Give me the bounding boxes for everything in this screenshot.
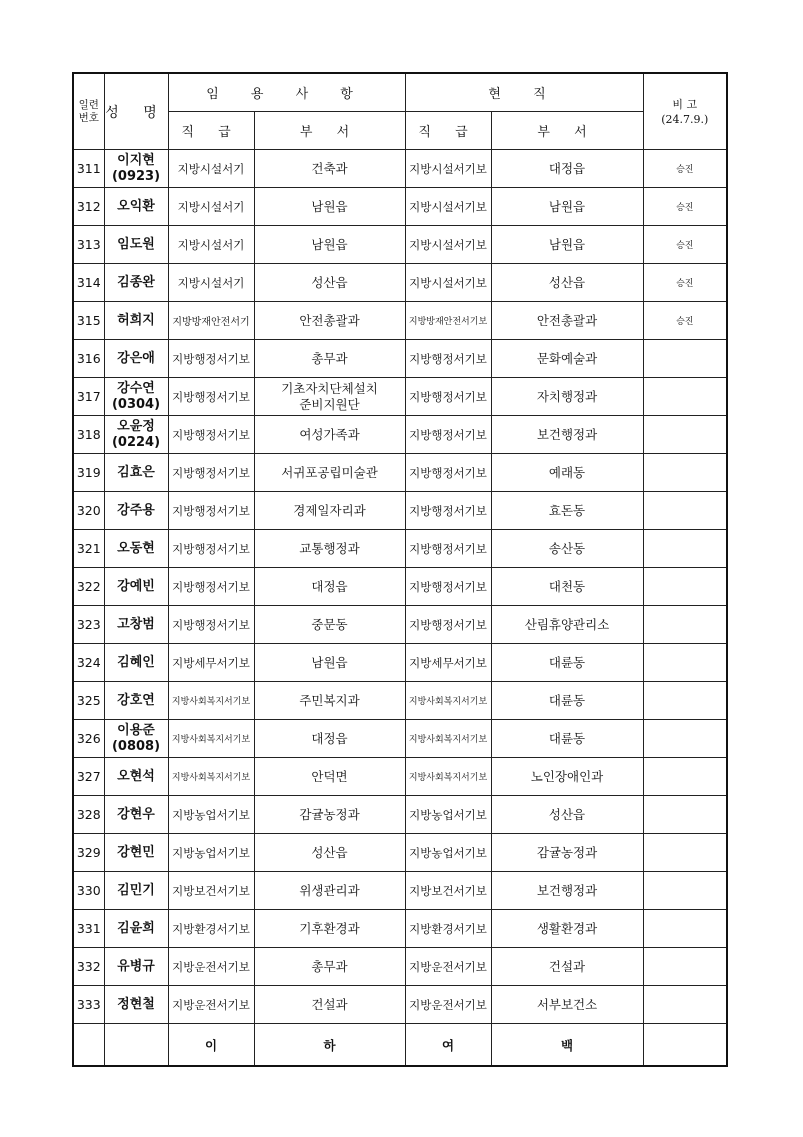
new-dept-cell: 위생관리과	[254, 872, 405, 910]
current-rank-cell: 지방시설서기보	[405, 150, 491, 188]
new-rank-cell: 지방운전서기보	[168, 948, 254, 986]
serial-cell: 318	[73, 416, 104, 454]
serial-cell: 324	[73, 644, 104, 682]
header-row-top	[73, 73, 727, 112]
serial-cell: 311	[73, 150, 104, 188]
table-row	[73, 302, 727, 340]
current-rank-cell: 지방행정서기보	[405, 606, 491, 644]
new-rank-cell: 지방시설서기	[168, 150, 254, 188]
current-rank-cell: 지방환경서기보	[405, 910, 491, 948]
new-dept-cell: 감귤농정과	[254, 796, 405, 834]
note-cell	[643, 530, 727, 568]
new-rank-cell: 지방사회복지서기보	[168, 682, 254, 720]
table-row	[73, 378, 727, 416]
note-cell	[643, 454, 727, 492]
note-cell	[643, 910, 727, 948]
new-rank-cell: 지방행정서기보	[168, 492, 254, 530]
new-dept-cell: 남원읍	[254, 188, 405, 226]
note-cell: 승진	[643, 150, 727, 188]
new-rank-cell: 지방보건서기보	[168, 872, 254, 910]
current-rank-cell: 지방행정서기보	[405, 454, 491, 492]
serial-cell: 331	[73, 910, 104, 948]
current-rank-cell: 지방농업서기보	[405, 796, 491, 834]
current-rank-cell: 지방방재안전서기보	[405, 302, 491, 340]
footer-char-1: 이	[168, 1024, 254, 1067]
table-row	[73, 416, 727, 454]
name-cell: 강수연 (0304)	[104, 378, 168, 416]
new-dept-cell: 남원읍	[254, 644, 405, 682]
name-cell: 김민기	[104, 872, 168, 910]
serial-cell: 325	[73, 682, 104, 720]
table-row	[73, 758, 727, 796]
appointment-table	[72, 72, 728, 1067]
note-cell	[643, 416, 727, 454]
name-cell: 오현석	[104, 758, 168, 796]
note-cell	[643, 948, 727, 986]
note-cell	[643, 378, 727, 416]
serial-cell: 327	[73, 758, 104, 796]
name-cell: 임도원	[104, 226, 168, 264]
current-rank-cell: 지방행정서기보	[405, 340, 491, 378]
name-cell: 오윤정 (0224)	[104, 416, 168, 454]
current-rank-cell: 지방보건서기보	[405, 872, 491, 910]
name-cell: 강현민	[104, 834, 168, 872]
current-rank-cell: 지방사회복지서기보	[405, 720, 491, 758]
serial-cell: 316	[73, 340, 104, 378]
footer-blank-name	[104, 1024, 168, 1067]
current-rank-cell: 지방시설서기보	[405, 226, 491, 264]
name-cell: 김효은	[104, 454, 168, 492]
current-dept-cell: 대륜동	[491, 644, 643, 682]
table-row	[73, 340, 727, 378]
current-dept-cell: 대천동	[491, 568, 643, 606]
serial-cell: 320	[73, 492, 104, 530]
new-dept-cell: 안덕면	[254, 758, 405, 796]
current-dept-cell: 대정읍	[491, 150, 643, 188]
current-dept-cell: 노인장애인과	[491, 758, 643, 796]
current-rank-cell: 지방운전서기보	[405, 948, 491, 986]
serial-cell: 332	[73, 948, 104, 986]
new-dept-cell: 안전총괄과	[254, 302, 405, 340]
table-row	[73, 454, 727, 492]
table-row	[73, 986, 727, 1024]
new-rank-cell: 지방행정서기보	[168, 378, 254, 416]
note-cell	[643, 872, 727, 910]
note-cell	[643, 720, 727, 758]
current-rank-cell: 지방사회복지서기보	[405, 682, 491, 720]
new-dept-cell: 교통행정과	[254, 530, 405, 568]
new-dept-cell: 경제일자리과	[254, 492, 405, 530]
new-rank-cell: 지방행정서기보	[168, 454, 254, 492]
new-dept-cell: 건축과	[254, 150, 405, 188]
new-rank-cell: 지방시설서기	[168, 188, 254, 226]
current-rank-cell: 지방행정서기보	[405, 568, 491, 606]
table-row	[73, 834, 727, 872]
name-cell: 강은애	[104, 340, 168, 378]
name-cell: 고창범	[104, 606, 168, 644]
current-rank-cell: 지방행정서기보	[405, 378, 491, 416]
serial-cell: 313	[73, 226, 104, 264]
footer-row	[73, 1024, 727, 1067]
serial-cell: 330	[73, 872, 104, 910]
header-current: 현 직	[405, 73, 643, 112]
name-cell: 강현우	[104, 796, 168, 834]
current-dept-cell: 성산읍	[491, 264, 643, 302]
current-dept-cell: 생활환경과	[491, 910, 643, 948]
note-cell	[643, 796, 727, 834]
serial-cell: 333	[73, 986, 104, 1024]
note-cell: 승진	[643, 226, 727, 264]
new-dept-cell: 총무과	[254, 340, 405, 378]
new-dept-cell: 주민복지과	[254, 682, 405, 720]
new-rank-cell: 지방세무서기보	[168, 644, 254, 682]
header-new-dept: 부 서	[254, 112, 405, 150]
name-cell: 강주용	[104, 492, 168, 530]
new-dept-cell: 성산읍	[254, 834, 405, 872]
serial-cell: 319	[73, 454, 104, 492]
note-cell	[643, 644, 727, 682]
header-new-rank: 직 급	[168, 112, 254, 150]
current-rank-cell: 지방행정서기보	[405, 492, 491, 530]
serial-cell: 328	[73, 796, 104, 834]
current-rank-cell: 지방시설서기보	[405, 264, 491, 302]
current-dept-cell: 보건행정과	[491, 872, 643, 910]
new-dept-cell: 서귀포공립미술관	[254, 454, 405, 492]
new-rank-cell: 지방시설서기	[168, 226, 254, 264]
header-appointment: 임 용 사 항	[168, 73, 405, 112]
new-rank-cell: 지방방재안전서기	[168, 302, 254, 340]
table-row	[73, 682, 727, 720]
footer-char-3: 여	[405, 1024, 491, 1067]
table-row	[73, 188, 727, 226]
new-rank-cell: 지방행정서기보	[168, 340, 254, 378]
new-dept-cell: 건설과	[254, 986, 405, 1024]
table-row	[73, 150, 727, 188]
new-dept-cell: 여성가족과	[254, 416, 405, 454]
table-row	[73, 568, 727, 606]
name-cell: 오동현	[104, 530, 168, 568]
current-rank-cell: 지방행정서기보	[405, 530, 491, 568]
new-dept-cell: 대정읍	[254, 568, 405, 606]
name-cell: 이지현 (0923)	[104, 150, 168, 188]
table-row	[73, 606, 727, 644]
current-dept-cell: 감귤농정과	[491, 834, 643, 872]
footer-char-2: 하	[254, 1024, 405, 1067]
note-cell	[643, 758, 727, 796]
note-cell: 승진	[643, 188, 727, 226]
current-rank-cell: 지방세무서기보	[405, 644, 491, 682]
new-dept-cell: 중문동	[254, 606, 405, 644]
footer-blank-serial	[73, 1024, 104, 1067]
name-cell: 김윤희	[104, 910, 168, 948]
name-cell: 김혜인	[104, 644, 168, 682]
serial-cell: 321	[73, 530, 104, 568]
name-cell: 오익환	[104, 188, 168, 226]
footer-blank-note	[643, 1024, 727, 1067]
table-row	[73, 910, 727, 948]
note-cell	[643, 568, 727, 606]
new-dept-cell: 기초자치단체설치 준비지원단	[254, 378, 405, 416]
header-cur-dept: 부 서	[491, 112, 643, 150]
current-rank-cell: 지방운전서기보	[405, 986, 491, 1024]
name-cell: 유병규	[104, 948, 168, 986]
table-row	[73, 796, 727, 834]
note-cell	[643, 606, 727, 644]
new-rank-cell: 지방사회복지서기보	[168, 720, 254, 758]
current-dept-cell: 성산읍	[491, 796, 643, 834]
serial-cell: 314	[73, 264, 104, 302]
current-dept-cell: 자치행정과	[491, 378, 643, 416]
current-dept-cell: 보건행정과	[491, 416, 643, 454]
serial-cell: 312	[73, 188, 104, 226]
current-dept-cell: 안전총괄과	[491, 302, 643, 340]
new-rank-cell: 지방시설서기	[168, 264, 254, 302]
header-serial: 일련 번호	[73, 73, 104, 150]
current-dept-cell: 남원읍	[491, 226, 643, 264]
header-row-sub	[73, 112, 727, 150]
table-row	[73, 264, 727, 302]
current-dept-cell: 남원읍	[491, 188, 643, 226]
new-rank-cell: 지방행정서기보	[168, 530, 254, 568]
table-row	[73, 720, 727, 758]
current-dept-cell: 산림휴양관리소	[491, 606, 643, 644]
new-dept-cell: 대정읍	[254, 720, 405, 758]
new-rank-cell: 지방농업서기보	[168, 796, 254, 834]
new-dept-cell: 총무과	[254, 948, 405, 986]
name-cell: 강예빈	[104, 568, 168, 606]
name-cell: 정현철	[104, 986, 168, 1024]
current-rank-cell: 지방행정서기보	[405, 416, 491, 454]
note-cell	[643, 682, 727, 720]
new-rank-cell: 지방행정서기보	[168, 606, 254, 644]
current-dept-cell: 건설과	[491, 948, 643, 986]
serial-cell: 322	[73, 568, 104, 606]
table-body	[73, 150, 727, 1024]
header-name: 성 명	[104, 73, 168, 150]
note-cell	[643, 340, 727, 378]
new-rank-cell: 지방환경서기보	[168, 910, 254, 948]
new-rank-cell: 지방사회복지서기보	[168, 758, 254, 796]
name-cell: 이용준 (0808)	[104, 720, 168, 758]
table-row	[73, 226, 727, 264]
new-dept-cell: 기후환경과	[254, 910, 405, 948]
note-cell	[643, 492, 727, 530]
current-rank-cell: 지방사회복지서기보	[405, 758, 491, 796]
new-dept-cell: 남원읍	[254, 226, 405, 264]
name-cell: 허희지	[104, 302, 168, 340]
serial-cell: 329	[73, 834, 104, 872]
current-dept-cell: 송산동	[491, 530, 643, 568]
header-cur-rank: 직 급	[405, 112, 491, 150]
current-dept-cell: 예래동	[491, 454, 643, 492]
new-rank-cell: 지방행정서기보	[168, 568, 254, 606]
new-rank-cell: 지방행정서기보	[168, 416, 254, 454]
current-dept-cell: 서부보건소	[491, 986, 643, 1024]
current-rank-cell: 지방농업서기보	[405, 834, 491, 872]
new-dept-cell: 성산읍	[254, 264, 405, 302]
note-cell	[643, 986, 727, 1024]
new-rank-cell: 지방운전서기보	[168, 986, 254, 1024]
table-row	[73, 492, 727, 530]
note-cell	[643, 834, 727, 872]
table-row	[73, 872, 727, 910]
note-cell: 승진	[643, 302, 727, 340]
current-dept-cell: 효돈동	[491, 492, 643, 530]
current-dept-cell: 대륜동	[491, 682, 643, 720]
new-rank-cell: 지방농업서기보	[168, 834, 254, 872]
header-note: 비 고 (24.7.9.)	[643, 73, 727, 150]
name-cell: 강호연	[104, 682, 168, 720]
table-row	[73, 530, 727, 568]
serial-cell: 315	[73, 302, 104, 340]
note-cell: 승진	[643, 264, 727, 302]
current-dept-cell: 대륜동	[491, 720, 643, 758]
serial-cell: 323	[73, 606, 104, 644]
serial-cell: 326	[73, 720, 104, 758]
footer-char-4: 백	[491, 1024, 643, 1067]
serial-cell: 317	[73, 378, 104, 416]
table-row	[73, 948, 727, 986]
current-dept-cell: 문화예술과	[491, 340, 643, 378]
table-row	[73, 644, 727, 682]
current-rank-cell: 지방시설서기보	[405, 188, 491, 226]
name-cell: 김종완	[104, 264, 168, 302]
